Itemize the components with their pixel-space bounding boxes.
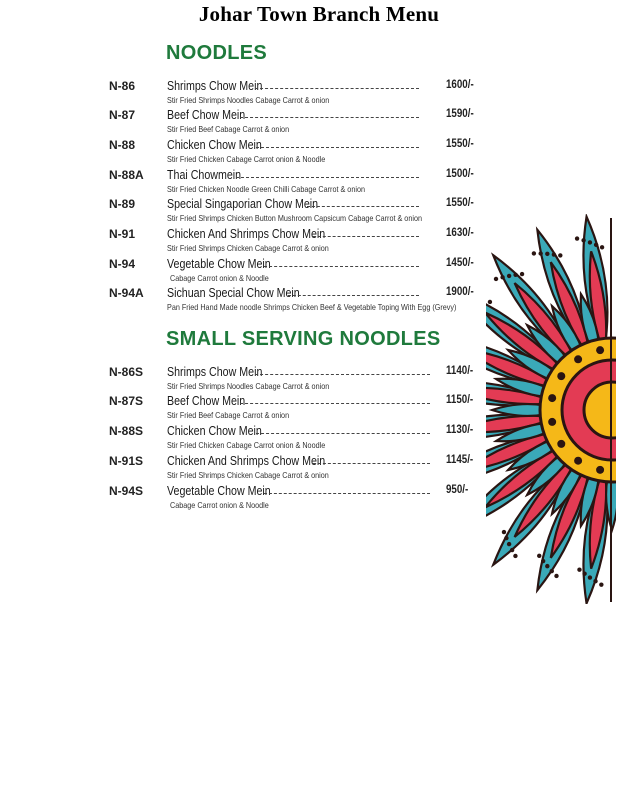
item-description: Pan Fried Hand Made noodle Shrimps Chicken Beef & Vegetable Toping With Egg (Grevy): [167, 302, 457, 312]
item-code: N-86: [109, 79, 136, 93]
leader-dots: [240, 117, 419, 118]
menu-item-row: [0, 394, 560, 424]
item-price: 1600/-: [446, 79, 474, 91]
item-name: Beef Chow Mein: [167, 393, 246, 408]
item-code: N-94: [109, 257, 136, 271]
section-heading-small-serving-noodles: SMALL SERVING NOODLES: [166, 328, 441, 350]
leader-dots: [236, 177, 419, 178]
item-price: 1550/-: [446, 197, 474, 209]
item-name: Special Singaporian Chow Mein: [167, 196, 319, 211]
item-price: 1140/-: [446, 365, 474, 377]
menu-item-row: [0, 484, 560, 514]
page-title: Johar Town Branch Menu: [198, 2, 440, 26]
item-description: Cabage Carrot onion & Noodle: [170, 500, 269, 510]
menu-item-row: [0, 168, 560, 198]
item-price: 1500/-: [446, 168, 474, 180]
item-code: N-86S: [109, 365, 144, 379]
item-description: Stir Fried Shrimps Noodles Cabage Carrot & onion: [167, 381, 330, 391]
item-description: Stir Fried Shrimps Chicken Button Mushroom Capsicum Cabage Carrot & onion: [167, 213, 422, 223]
menu-item-row: [0, 108, 560, 138]
menu-item-row: [0, 197, 560, 227]
item-name: Vegetable Chow Mein: [167, 256, 271, 271]
item-description: Stir Fried Chicken Cabage Carrot onion & Noodle: [167, 154, 326, 164]
leader-dots: [264, 266, 419, 267]
item-price: 1550/-: [446, 138, 474, 150]
leader-dots: [255, 374, 430, 375]
leader-dots: [313, 236, 419, 237]
menu-item-row: [0, 286, 560, 316]
item-description: Stir Fried Shrimps Chicken Cabage Carrot & onion: [167, 243, 329, 253]
item-description: Stir Fried Shrimps Noodles Cabage Carrot & onion: [167, 95, 330, 105]
item-name: Vegetable Chow Mein: [167, 483, 271, 498]
item-code: N-94A: [109, 286, 144, 300]
item-description: Cabage Carrot onion & Noodle: [170, 273, 269, 283]
item-price: 1590/-: [446, 108, 474, 120]
menu-item-row: [0, 365, 560, 395]
item-description: Stir Fried Beef Cabage Carrot & onion: [167, 410, 290, 420]
section-heading-noodles: NOODLES: [166, 42, 267, 64]
item-code: N-88: [109, 138, 136, 152]
menu-item-row: [0, 79, 560, 109]
leader-dots: [307, 206, 419, 207]
item-name: Sichuan Special Chow Mein: [167, 285, 300, 300]
item-price: 1630/-: [446, 227, 474, 239]
item-code: N-87: [109, 108, 136, 122]
item-name: Shrimps Chow Mein: [167, 78, 263, 93]
item-price: 1145/-: [446, 454, 474, 466]
menu-item-row: [0, 257, 560, 287]
item-code: N-89: [109, 197, 136, 211]
menu-item-row: [0, 227, 560, 257]
item-description: Stir Fried Chicken Noodle Green Chilli Cabage Carrot & onion: [167, 184, 365, 194]
leader-dots: [240, 403, 430, 404]
mandala-icon: [486, 214, 616, 604]
item-name: Chicken Chow Mein: [167, 423, 262, 438]
item-name: Beef Chow Mein: [167, 107, 246, 122]
item-code: N-91S: [109, 454, 144, 468]
item-name: Chicken And Shrimps Chow Mein: [167, 226, 326, 241]
item-price: 1150/-: [446, 394, 474, 406]
item-code: N-91: [109, 227, 136, 241]
item-name: Shrimps Chow Mein: [167, 364, 263, 379]
item-name: Chicken And Shrimps Chow Mein: [167, 453, 326, 468]
leader-dots: [256, 147, 419, 148]
item-code: N-88S: [109, 424, 144, 438]
item-name: Thai Chowmein: [167, 167, 242, 182]
item-code: N-87S: [109, 394, 144, 408]
item-price: 1450/-: [446, 257, 474, 269]
item-code: N-88A: [109, 168, 144, 182]
item-description: Stir Fried Chicken Cabage Carrot onion & Noodle: [167, 440, 326, 450]
leader-dots: [313, 463, 430, 464]
item-name: Chicken Chow Mein: [167, 137, 262, 152]
item-description: Stir Fried Shrimps Chicken Cabage Carrot & onion: [167, 470, 329, 480]
item-code: N-94S: [109, 484, 144, 498]
leader-dots: [288, 295, 419, 296]
item-price: 950/-: [446, 484, 469, 496]
leader-dots: [256, 433, 430, 434]
item-description: Stir Fried Beef Cabage Carrot & onion: [167, 124, 290, 134]
menu-item-row: [0, 454, 560, 484]
menu-item-row: [0, 138, 560, 168]
item-price: 1130/-: [446, 424, 474, 436]
leader-dots: [255, 88, 419, 89]
leader-dots: [264, 493, 430, 494]
menu-item-row: [0, 424, 560, 454]
item-price: 1900/-: [446, 286, 474, 298]
